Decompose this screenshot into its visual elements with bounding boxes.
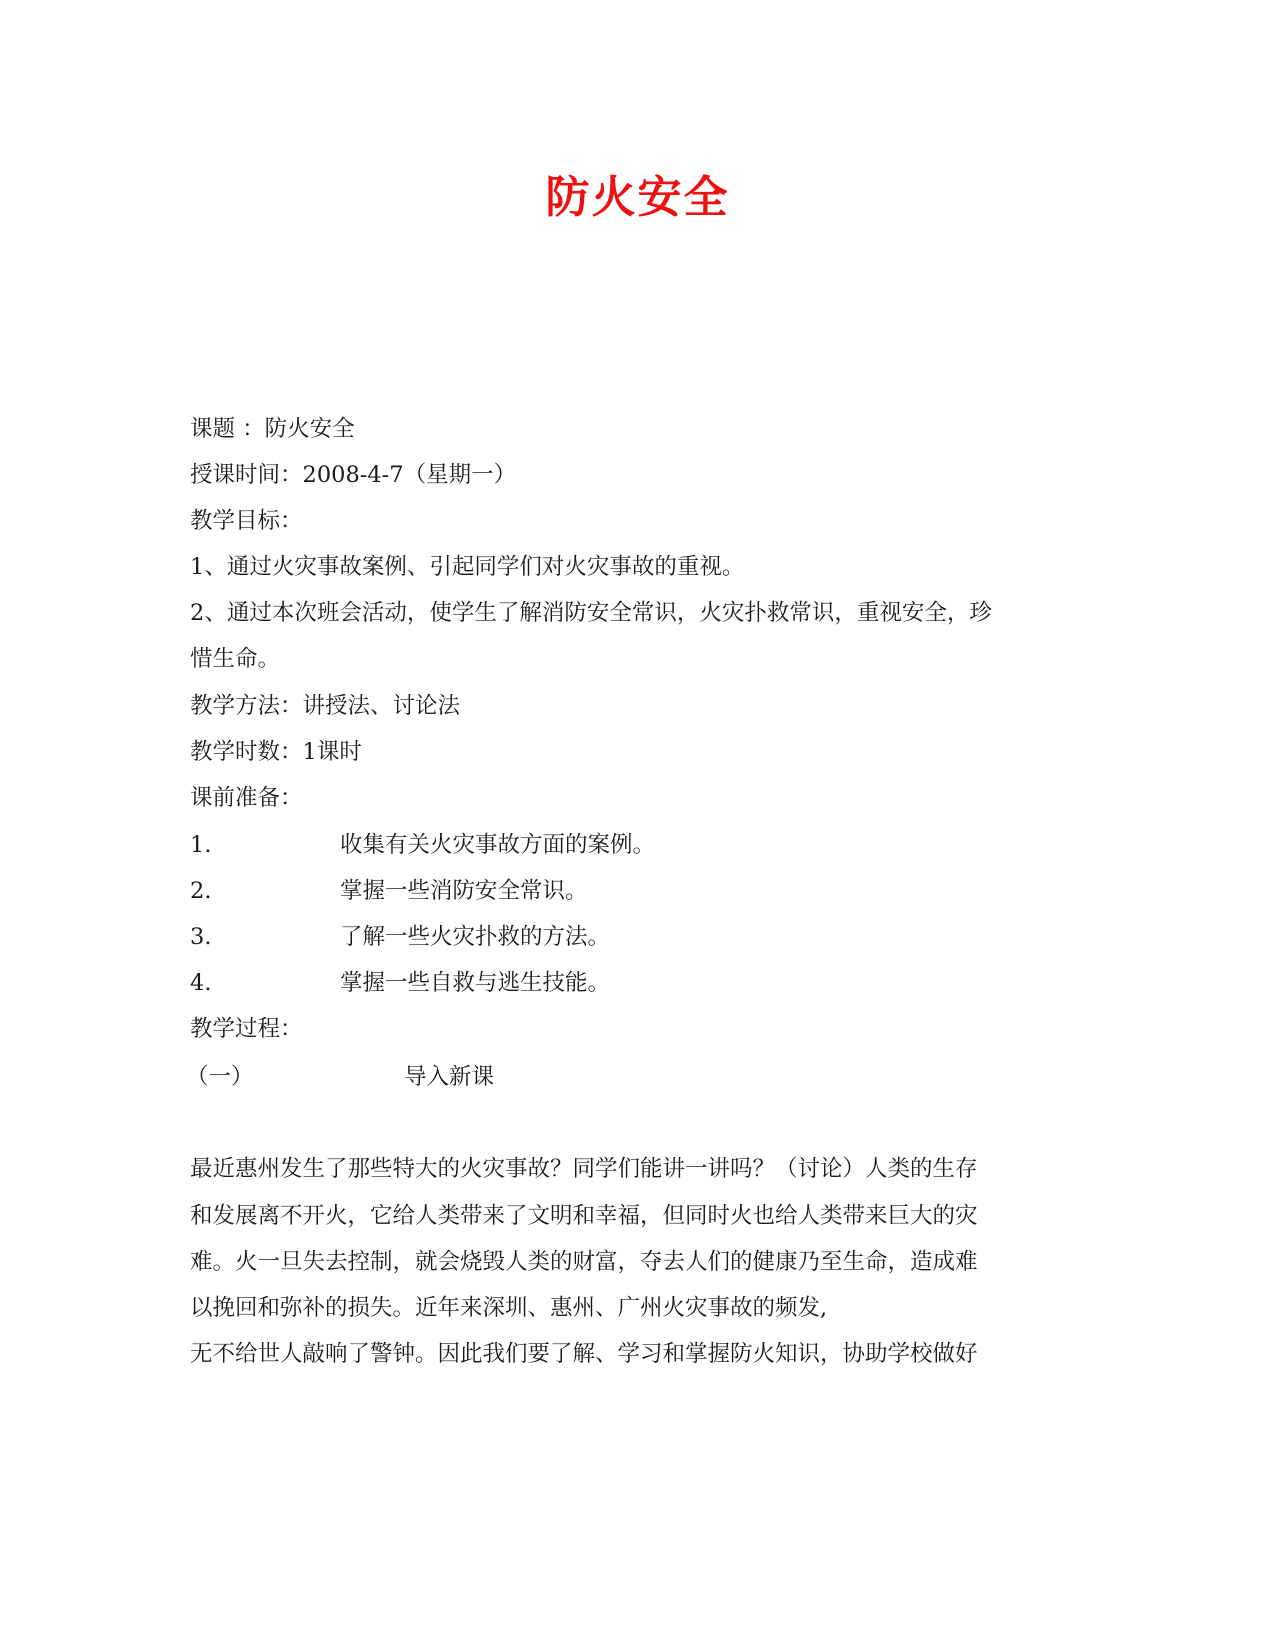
- prep-item-text: 了解一些火灾扑救的方法。: [340, 924, 611, 950]
- paragraph-line: 和发展离不开火，它给人类带来了文明和幸福，但同时火也给人类带来巨大的灾: [190, 1203, 978, 1229]
- method-line: 教学方法：讲授法、讨论法: [190, 693, 461, 719]
- document-title: 防火安全: [545, 172, 730, 223]
- topic-line: 课题 ：防火安全: [190, 416, 355, 442]
- objective-2-line-1: 2、通过本次班会活动，使学生了解消防安全常识，火灾扑救常识，重视安全，珍: [190, 600, 992, 626]
- prep-label: 课前准备：: [190, 785, 303, 811]
- objective-1: 1、通过火灾事故案例、引起同学们对火灾事故的重视。: [190, 554, 745, 580]
- objectives-label: 教学目标：: [190, 508, 303, 534]
- objective-2-line-2: 惜生命。: [190, 646, 281, 672]
- paragraph-line: 无不给世人敲响了警钟。因此我们要了解、学习和掌握防火知识，协助学校做好: [190, 1341, 978, 1367]
- date-line: 授课时间：2008-4-7（星期一）: [190, 462, 517, 488]
- paragraph-line: 最近惠州发生了那些特大的火灾事故？同学们能讲一讲吗？（讨论）人类的生存: [190, 1156, 978, 1182]
- prep-item-text: 收集有关火灾事故方面的案例。: [340, 832, 656, 858]
- prep-item-text: 掌握一些自救与逃生技能。: [340, 970, 611, 996]
- section-title: 导入新课: [404, 1064, 495, 1090]
- prep-item-number: 1.: [190, 832, 212, 858]
- prep-item-number: 2.: [190, 878, 212, 904]
- prep-item-number: 4.: [190, 970, 212, 996]
- paragraph-line: 难。火一旦失去控制，就会烧毁人类的财富，夺去人们的健康乃至生命，造成难: [190, 1249, 978, 1275]
- hours-line: 教学时数：1课时: [190, 739, 362, 765]
- process-label: 教学过程：: [190, 1016, 303, 1042]
- section-number: （一）: [186, 1064, 254, 1090]
- paragraph-line: 以挽回和弥补的损失。近年来深圳、惠州、广州火灾事故的频发,: [190, 1295, 828, 1321]
- prep-item-number: 3.: [190, 924, 212, 950]
- prep-item-text: 掌握一些消防安全常识。: [340, 878, 588, 904]
